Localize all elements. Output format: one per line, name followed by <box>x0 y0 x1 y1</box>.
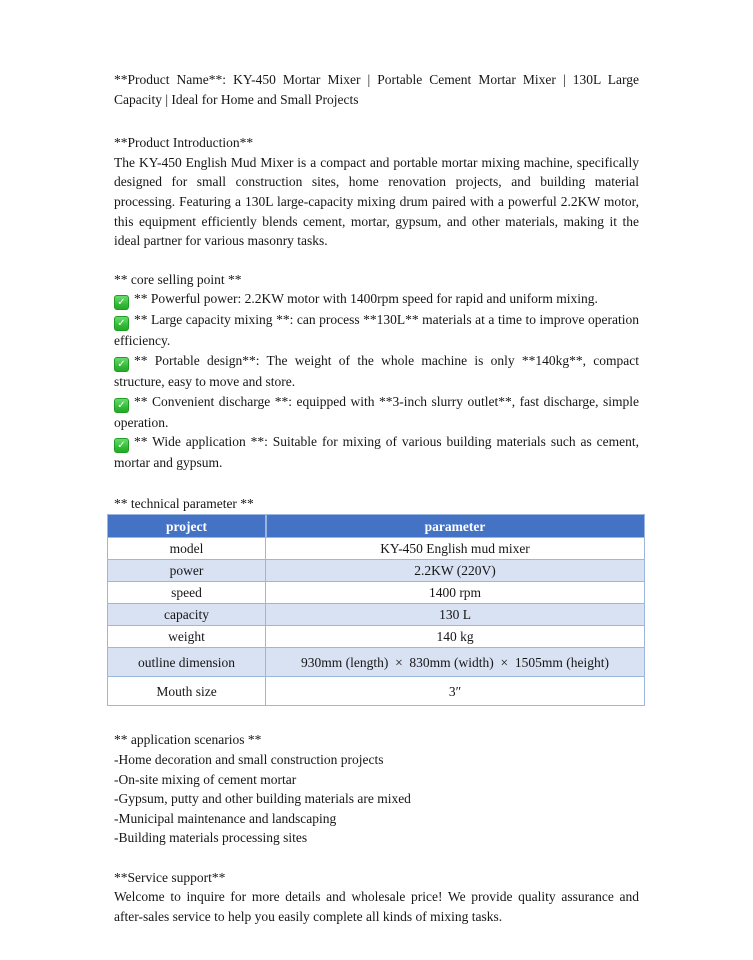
selling-point-text: ** Powerful power: 2.2KW motor with 1400rpm speed for rapid and uniform mixing. <box>134 291 598 307</box>
table-cell-label: Mouth size <box>108 677 266 706</box>
table-cell-label: weight <box>108 626 266 648</box>
selling-point-item <box>114 432 639 473</box>
application-item: -Municipal maintenance and landscaping <box>114 810 337 826</box>
selling-point-text: ** Portable design**: The weight of the whole machine is only **140kg**, compact structure, easy to move and store. <box>114 352 639 389</box>
table-cell-value: 140 kg <box>266 626 645 648</box>
section-heading-service-support: **Service support** <box>114 869 226 885</box>
check-icon <box>114 398 129 413</box>
check-icon <box>114 316 129 331</box>
application-item: -Gypsum, putty and other building materials are mixed <box>114 791 411 807</box>
table-row-weight <box>108 626 645 648</box>
introduction-paragraph: The KY-450 English Mud Mixer is a compact and portable mortar mixing machine, specifically designed for small construction sites, home renovation projects, and building material processing. Featuring a 130L large-capacity mixing drum paired with a powerful 2.2KW motor, this equipment efficiently blends cement, mortar, gypsum, and other materials, making it the ideal partner for various masonry tasks. <box>114 154 639 249</box>
table-cell-label: power <box>108 560 266 582</box>
table-row-power <box>108 560 645 582</box>
table-cell-value: 2.2KW (220V) <box>266 560 645 582</box>
selling-point-item <box>114 310 639 351</box>
application-item: -Home decoration and small construction projects <box>114 751 384 767</box>
check-icon <box>114 357 129 372</box>
table-header-project: project <box>108 515 266 538</box>
table-cell-value: 930mm (length) × 830mm (width) × 1505mm (height) <box>266 648 645 677</box>
table-cell-value: 3″ <box>266 677 645 706</box>
table-row-model <box>108 538 645 560</box>
selling-point-text: ** Convenient discharge **: equipped with **3-inch slurry outlet**, fast discharge, simple operation. <box>114 393 639 430</box>
product-name-title: **Product Name**: KY-450 Mortar Mixer | Portable Cement Mortar Mixer | 130L Large Capacity | Ideal for Home and Small Projects <box>114 72 639 107</box>
selling-point-item <box>114 289 639 310</box>
section-heading-selling-points: ** core selling point ** <box>114 271 242 287</box>
table-row-speed <box>108 582 645 604</box>
selling-point-item <box>114 351 639 392</box>
table-cell-label: speed <box>108 582 266 604</box>
table-row-capacity <box>108 604 645 626</box>
table-cell-label: capacity <box>108 604 266 626</box>
service-support-paragraph: Welcome to inquire for more details and wholesale price! We provide quality assurance and after-sales service to help you easily complete all kinds of mixing tasks. <box>114 889 639 925</box>
selling-point-text: ** Large capacity mixing **: can process **130L** materials at a time to improve operation efficiency. <box>114 312 639 349</box>
application-item: -Building materials processing sites <box>114 830 308 846</box>
technical-parameter-table <box>107 514 645 706</box>
section-heading-technical-parameter: ** technical parameter ** <box>114 495 254 511</box>
table-cell-label: model <box>108 538 266 560</box>
section-heading-application-scenarios: ** application scenarios ** <box>114 732 262 748</box>
check-icon <box>114 295 129 310</box>
table-row-mouth-size <box>108 677 645 706</box>
table-cell-value: 130 L <box>266 604 645 626</box>
selling-point-text: ** Wide application **: Suitable for mixing of various building materials such as cement, mortar and gypsum. <box>114 434 639 471</box>
table-cell-value: 1400 rpm <box>266 582 645 604</box>
table-header-parameter: parameter <box>266 515 645 538</box>
application-item: -On-site mixing of cement mortar <box>114 771 297 787</box>
table-header-row <box>108 515 645 538</box>
table-row-outline-dimension <box>108 648 645 677</box>
table-cell-value: KY-450 English mud mixer <box>266 538 645 560</box>
table-cell-label: outline dimension <box>108 648 266 677</box>
check-icon <box>114 438 129 453</box>
section-heading-introduction: **Product Introduction** <box>114 135 254 151</box>
selling-point-item <box>114 392 639 433</box>
